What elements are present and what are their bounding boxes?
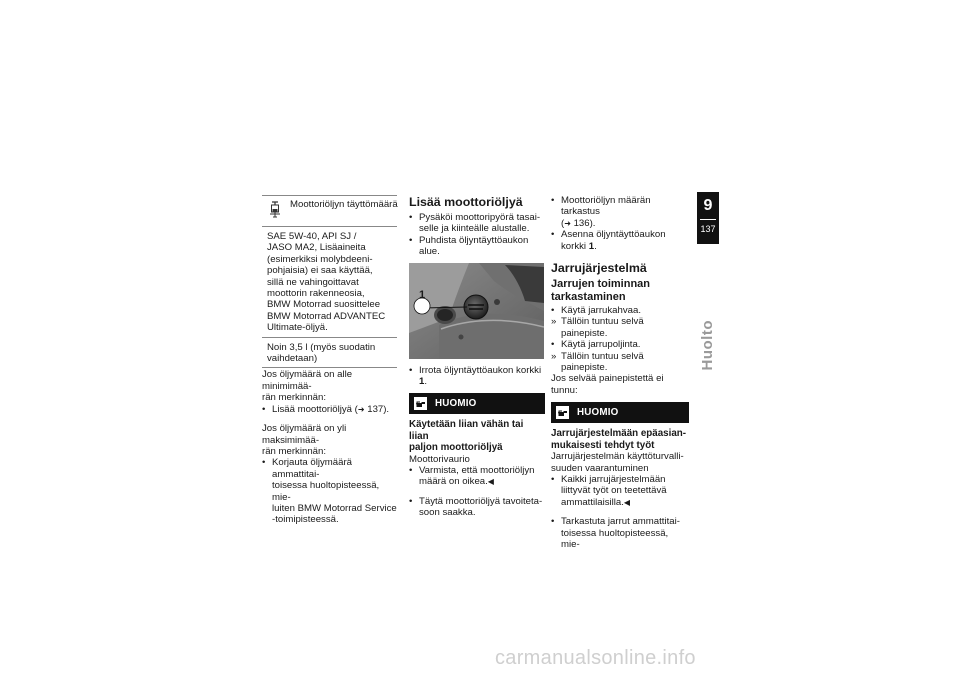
page-ref-link[interactable]: 137). [364, 403, 390, 415]
text-line: • Pysäköi moottoripyörä tasai- [419, 212, 541, 223]
watermark: carmanualsonline.info [495, 647, 696, 669]
text-line: • Moottoriöljyn määrän tarkastus [561, 195, 651, 218]
page-ref-link[interactable]: 136). [570, 217, 596, 229]
subheading-brake-check [551, 278, 689, 303]
oil-spec-table [262, 195, 397, 368]
text-line: Ultimate-öljyä. [267, 322, 328, 334]
chapter-tab-block [697, 192, 719, 244]
column-1 [262, 195, 397, 526]
text-line: tarkastaminen [551, 290, 626, 303]
text-line: • Varmista, että moottoriöljyn [419, 465, 535, 477]
notice-banner [551, 402, 689, 423]
chapter-divider [700, 219, 716, 220]
text-line: selle ja kiinteälle alustalle. [419, 223, 530, 235]
column-3 [551, 195, 689, 550]
text-line: Jarrujärjestelmään epäasian- [551, 428, 687, 440]
text-line: Jos öljymäärä on yli maksimimää- [262, 423, 347, 446]
clean-bullet: • Puhdista öljyntäyttöaukon alue. [409, 235, 545, 258]
end-mark-icon: ◀ [623, 497, 631, 507]
text-line: BMW Motorrad ADVANTEC [267, 310, 386, 322]
text-line: • Kaikki jarrujärjestelmään [561, 473, 666, 485]
chapter-tab [697, 192, 719, 371]
section-heading-brakes: Jarrujärjestelmä [551, 261, 647, 276]
section-label-vertical [698, 320, 718, 390]
correct-oil-bullet [262, 457, 397, 525]
notice-label: HUOMIO [577, 407, 619, 419]
pointing-hand-icon [414, 397, 427, 410]
page-number: 137 [700, 224, 716, 234]
text-line: • Tarkastuta jarrut ammattitai- [561, 516, 680, 528]
text-line: • Täytä moottoriöljyä tavoiteta- [419, 495, 543, 507]
section-heading-add-oil: Lisää moottoriöljyä [409, 195, 523, 209]
result-brake-pedal: » Tällöin tuntuu selvä painepiste. [551, 351, 689, 374]
oil-spec-title: Moottoriöljyn täyttömäärä [290, 199, 398, 210]
park-bullet [409, 212, 545, 235]
oil-spec-quantity [262, 338, 397, 368]
brake-service-bullet [551, 516, 689, 550]
check-oil-level-bullet: • Moottoriöljyn määrän tarkastus (➜ 136). [551, 195, 689, 229]
photo-callout-label: 1 [418, 289, 426, 301]
remove-cap-bullet: • Irrota öljyntäyttöaukon korkki 1. [409, 365, 545, 388]
text-line: vaihdetaan) [267, 353, 318, 365]
warning-title [551, 428, 689, 451]
text-line: • Asenna öljyntäyttöaukon [561, 229, 666, 241]
text-line: Käytetään liian vähän tai liian [409, 419, 524, 442]
no-pressure-intro: Jos selvää painepistettä ei tunnu: [551, 373, 664, 396]
oil-filler-cap-photo [409, 263, 544, 359]
text-line: (esimerkiksi molybdeeni- [267, 253, 373, 265]
warning-action-bullet: • Kaikki jarrujärjestelmään liittyvät työt on teetettävä ammattilaisilla.◀ [551, 474, 689, 508]
text-line: toisessa huoltopisteessä, mie- [561, 527, 669, 550]
text-line: Jos öljymäärä on alle minimimää- [262, 369, 353, 392]
text-line: -toimipisteessä. [272, 514, 339, 526]
chapter-number: 9 [703, 197, 713, 214]
install-cap-bullet: • Asenna öljyntäyttöaukon korkki 1. [551, 229, 689, 252]
warning-title [409, 419, 545, 453]
text-line: soon saakka. [419, 507, 476, 519]
oil-fill-icon [269, 201, 281, 219]
section-label: Huolto [699, 320, 716, 371]
text-line: • Korjauta öljymäärä ammattitai- [272, 457, 352, 480]
step-brake-lever: • Käytä jarrukahvaa. [551, 305, 689, 316]
text-line: rän merkinnän: [262, 392, 326, 404]
text-line: Jarrujen toiminnan [551, 278, 651, 291]
add-oil-bullet: • Lisää moottoriöljyä (➜ 137). [262, 404, 397, 415]
text-line: suuden vaarantuminen [551, 462, 649, 474]
oil-spec-grade [262, 227, 397, 338]
text-line: mukaisesti tehdyt työt [551, 439, 655, 451]
column-2 [409, 195, 545, 519]
pointing-hand-icon [556, 406, 569, 419]
notice-label: HUOMIO [435, 398, 477, 410]
max-intro [262, 423, 397, 457]
text-line: BMW Motorrad suosittelee [267, 299, 381, 311]
text-line: JASO MA2, Lisäaineita [267, 242, 366, 254]
text-line: rän merkinnän: [262, 445, 326, 457]
text-line: pohjaisia) ei saa käyttää, [267, 265, 373, 277]
page-ref-arrow-icon: ➜ [357, 404, 365, 414]
result-brake-lever: » Tällöin tuntuu selvä painepiste. [551, 316, 689, 339]
text-line: SAE 5W-40, API SJ / [267, 231, 357, 242]
text-line: paljon moottoriöljyä [409, 442, 503, 454]
text-line: moottorin rakenneosia, [267, 288, 365, 300]
notice-banner [409, 393, 545, 414]
oil-spec-header [262, 196, 397, 227]
end-mark-icon: ◀ [487, 477, 494, 487]
page-ref-arrow-icon: ➜ [564, 218, 571, 228]
warning-consequence: Moottorivaurio [409, 453, 470, 465]
text-line: Jarrujärjestelmän käyttöturvalli- [551, 451, 684, 463]
warning-consequence [551, 451, 689, 474]
text-line: Noin 3,5 l (myös suodatin [267, 341, 376, 353]
text-line: toisessa huoltopisteessä, mie- [272, 480, 380, 503]
text-line: luiten BMW Motorrad Service [272, 502, 397, 514]
min-intro [262, 369, 397, 403]
text-line: liittyvät työt on teetettävä [561, 485, 667, 497]
step-brake-pedal: • Käytä jarrupoljinta. [551, 339, 689, 350]
fill-oil-bullet [409, 496, 545, 519]
warning-action-bullet: • Varmista, että moottoriöljyn määrä on oikea.◀ [409, 465, 545, 488]
text-line: sillä ne vahingoittavat [267, 276, 359, 288]
